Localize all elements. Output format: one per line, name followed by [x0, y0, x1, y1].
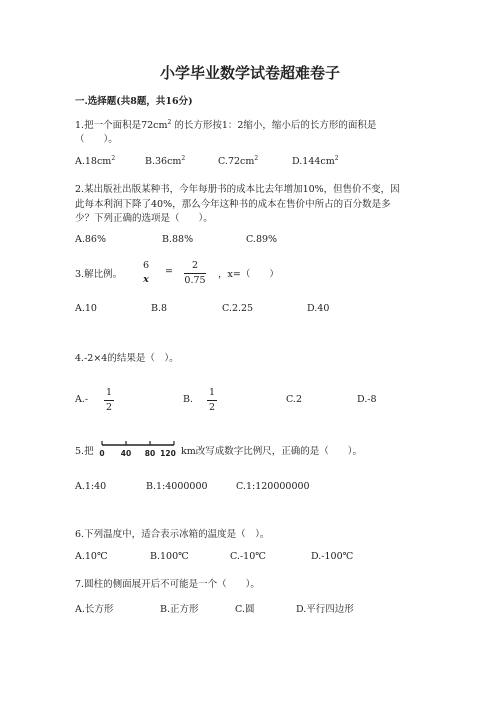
q4-option-d[interactable]: D.-8: [357, 394, 377, 405]
q2-option-b[interactable]: B.88%: [162, 234, 194, 245]
q2-option-a[interactable]: A.86%: [75, 234, 106, 245]
question-1-text-b: 的长方形按1：2缩小，缩小后的长方形的面积是: [171, 120, 377, 131]
q7-option-a[interactable]: A.长方形: [75, 604, 114, 615]
fraction-2-over-0.75: 2 0.75: [184, 260, 206, 286]
q6-option-a[interactable]: A.10℃: [75, 551, 108, 562]
scale-tick-0: 0: [99, 449, 105, 458]
q6-option-d[interactable]: D.-100℃: [311, 551, 354, 562]
question-2-line-3: 少？下列正确的选项是（ ）。: [75, 213, 213, 224]
q2-option-c[interactable]: C.89%: [246, 234, 278, 245]
q3-option-b[interactable]: B.8: [151, 303, 168, 314]
page-title: 小学毕业数学试卷超难卷子: [159, 64, 340, 82]
q1-option-d[interactable]: $D.144cm^2$: [292, 154, 339, 167]
scale-tick-40: 40: [120, 449, 132, 458]
question-7-text: 7.圆柱的侧面展开后不可能是一个（ ）。: [75, 579, 260, 590]
q7-option-c[interactable]: C.圆: [235, 604, 255, 615]
question-5-tail: km改写成数字比例尺，正确的是（ ）。: [181, 446, 363, 457]
question-6-text: 6.下列温度中，适合表示冰箱的温度是（ ）。: [75, 529, 270, 540]
question-2-line-1: 2.某出版社出版某种书，今年每册书的成本比去年增加10%，但售价不变，因: [75, 184, 400, 195]
q3-option-a[interactable]: A.10: [75, 303, 97, 314]
question-2-line-2: 此每本利润下降了40%，那么今年这种书的成本在售价中所占的百分数是多: [75, 199, 391, 210]
q1-option-a[interactable]: $A.18cm^2$: [75, 154, 116, 167]
q5-option-c[interactable]: C.1:120000000: [236, 481, 310, 492]
q7-option-b[interactable]: B.正方形: [160, 604, 199, 615]
question-4-text: 4.-2×4的结果是（ ）。: [75, 353, 179, 364]
q4-option-a-fraction: 1 2: [105, 387, 113, 413]
q6-option-c[interactable]: C.-10℃: [230, 551, 266, 562]
scale-tick-80: 80: [144, 449, 156, 458]
unit-superscript: 2: [167, 118, 172, 126]
equals-sign: =: [165, 266, 173, 277]
q5-option-a[interactable]: A.1:40: [75, 481, 107, 492]
question-1-line-1: [75, 117, 376, 131]
section-heading: 一.选择题(共8题，共16分): [75, 96, 193, 107]
q1-option-b[interactable]: $B.36cm^2$: [145, 154, 186, 167]
q4-option-b[interactable]: B.: [183, 394, 194, 405]
scale-tick-120: 120: [160, 449, 176, 458]
question-3-tail: ，x=（ ）: [218, 269, 279, 280]
q6-option-b[interactable]: B.100℃: [150, 551, 189, 562]
question-5-lead: 5.把: [75, 446, 94, 457]
question-1-text-a: 1.把一个面积是72cm: [75, 120, 168, 131]
q3-option-d[interactable]: D.40: [307, 303, 330, 314]
q3-option-c[interactable]: C.2.25: [222, 303, 254, 314]
question-3-lead: 3.解比例。: [75, 269, 123, 280]
question-1-line-2: （ ）。: [75, 134, 118, 145]
fraction-6-over-x: 6 x: [142, 260, 150, 285]
q7-option-d[interactable]: D.平行四边形: [296, 604, 354, 615]
q4-option-c[interactable]: C.2: [286, 394, 302, 405]
line-scale-bar: [96, 441, 180, 463]
q4-option-b-fraction: 1 2: [208, 387, 216, 413]
q4-option-a[interactable]: A.-: [75, 394, 89, 405]
q1-option-c[interactable]: $C.72cm^2$: [218, 154, 259, 167]
q5-option-b[interactable]: B.1:4000000: [146, 481, 208, 492]
